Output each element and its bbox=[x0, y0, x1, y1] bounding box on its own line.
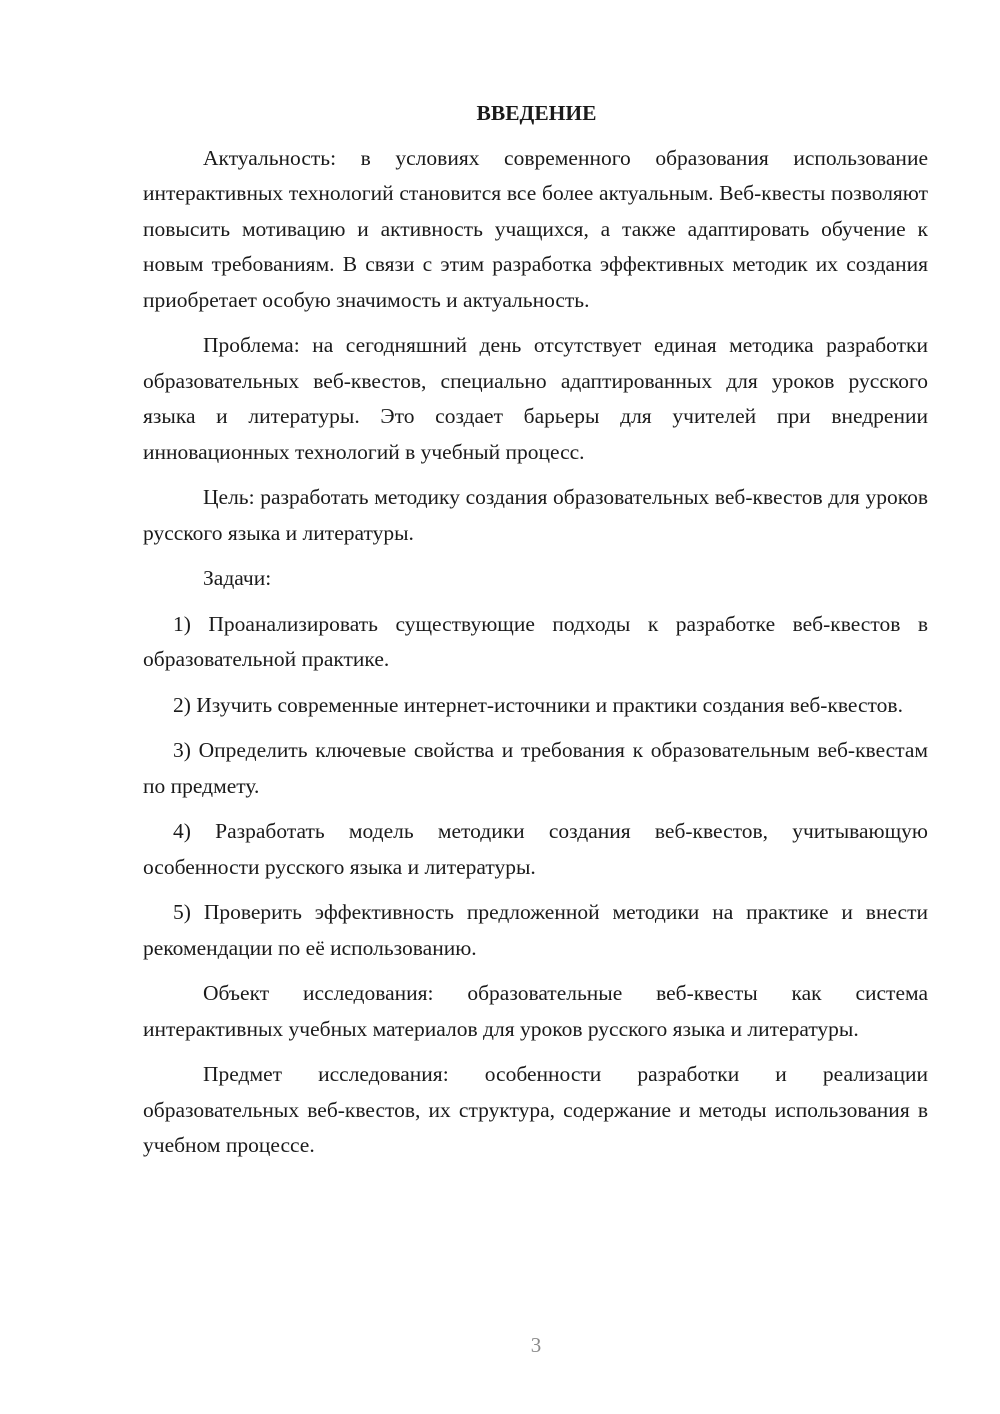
page-number: 3 bbox=[530, 1333, 542, 1357]
page-content bbox=[143, 96, 928, 1174]
paragraph-subject: Предмет исследования: особенности разработки и реализации образовательных веб-квестов, их структура, содержание и методы использования в учебном процессе. bbox=[143, 1062, 928, 1157]
task-item: 5) Проверить эффективность предложенной методики на практике и внести рекомендации по её использованию. bbox=[143, 900, 928, 960]
task-item: 4) Разработать модель методики создания веб-квестов, учитывающую особенности русского языка и литературы. bbox=[143, 819, 928, 879]
task-item: 3) Определить ключевые свойства и требования к образовательным веб-квестам по предмету. bbox=[143, 738, 928, 798]
paragraph-goal: Цель: разработать методику создания образовательных веб-квестов для уроков русского языка и литературы. bbox=[143, 485, 928, 545]
paragraph-object: Объект исследования: образовательные веб-квесты как система интерактивных учебных материалов для уроков русского языка и литературы. bbox=[143, 981, 928, 1041]
tasks-heading: Задачи: bbox=[203, 566, 272, 590]
task-item: 2) Изучить современные интернет-источники и практики создания веб-квестов. bbox=[173, 692, 903, 717]
task-item: 1) Проанализировать существующие подходы к разработке веб-квестов в образовательной практике. bbox=[143, 611, 928, 671]
paragraph-problem: Проблема: на сегодняшний день отсутствует единая методика разработки образовательных веб-квестов, специально адаптированных для уроков русского языка и литературы. Это создает барьеры для учителей при внедрении инновационных технологий в учебный процесс. bbox=[143, 333, 928, 464]
paragraph-relevance: Актуальность: в условиях современного образования использование интерактивных технологий становится все более актуальным. Веб-квесты позволяют повысить мотивацию и активность учащихся, а также адаптировать обучение к новым требованиям. В связи с этим разработка эффективных методик их создания приобретает особую значимость и актуальность. bbox=[143, 145, 928, 312]
section-title: ВВЕДЕНИЕ bbox=[476, 101, 597, 125]
